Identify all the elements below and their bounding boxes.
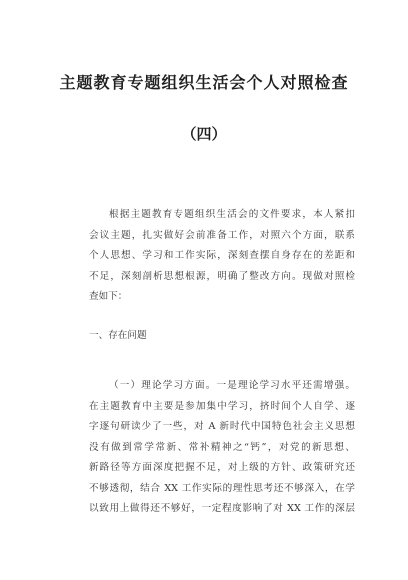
- section1-line-6: 不够透彻，结合 XX 工作实际的理性思考还不够深入，在学: [89, 482, 355, 494]
- intro-line-1: 根据主题教育专题组织生活会的文件要求，本人紧扣: [109, 209, 355, 220]
- section1-line-1: （一）理论学习方面。一是理论学习水平还需增强。: [109, 380, 355, 391]
- intro-line-2: 会议主题，扎实做好会前准备工作，对照六个方面，联系: [89, 229, 355, 241]
- intro-line-4: 不足，深刻剖析思想根源，明确了整改方向。现做对照检: [89, 270, 355, 282]
- section1-line-2: 在主题教育中主要是参加集中学习，挤时间个人自学、逐: [89, 400, 355, 412]
- document-subtitle: （四）: [181, 125, 227, 143]
- section-heading: 一、存在问题: [89, 330, 147, 341]
- section1-paragraph: [89, 376, 355, 520]
- intro-line-3: 个人思想、学习和工作实际，深刻查摆自身存在的差距和: [89, 250, 355, 261]
- section1-line-4: 没有做到常学常新、常补精神之“钙”，对党的新思想、: [89, 441, 355, 453]
- section1-line-5: 新路径等方面深度把握不足，对上级的方针、政策研究还: [89, 462, 355, 473]
- section1-line-7: 以致用上做得还不够好，一定程度影响了对 XX 工作的深层: [89, 503, 355, 514]
- section1-line-3: 字逐句研读少了一些，对 A 新时代中国特色社会主义思想: [89, 421, 355, 432]
- document-title: 主题教育专题组织生活会个人对照检查: [59, 73, 349, 92]
- intro-paragraph: [89, 205, 355, 308]
- intro-line-5: 查如下：: [89, 291, 128, 302]
